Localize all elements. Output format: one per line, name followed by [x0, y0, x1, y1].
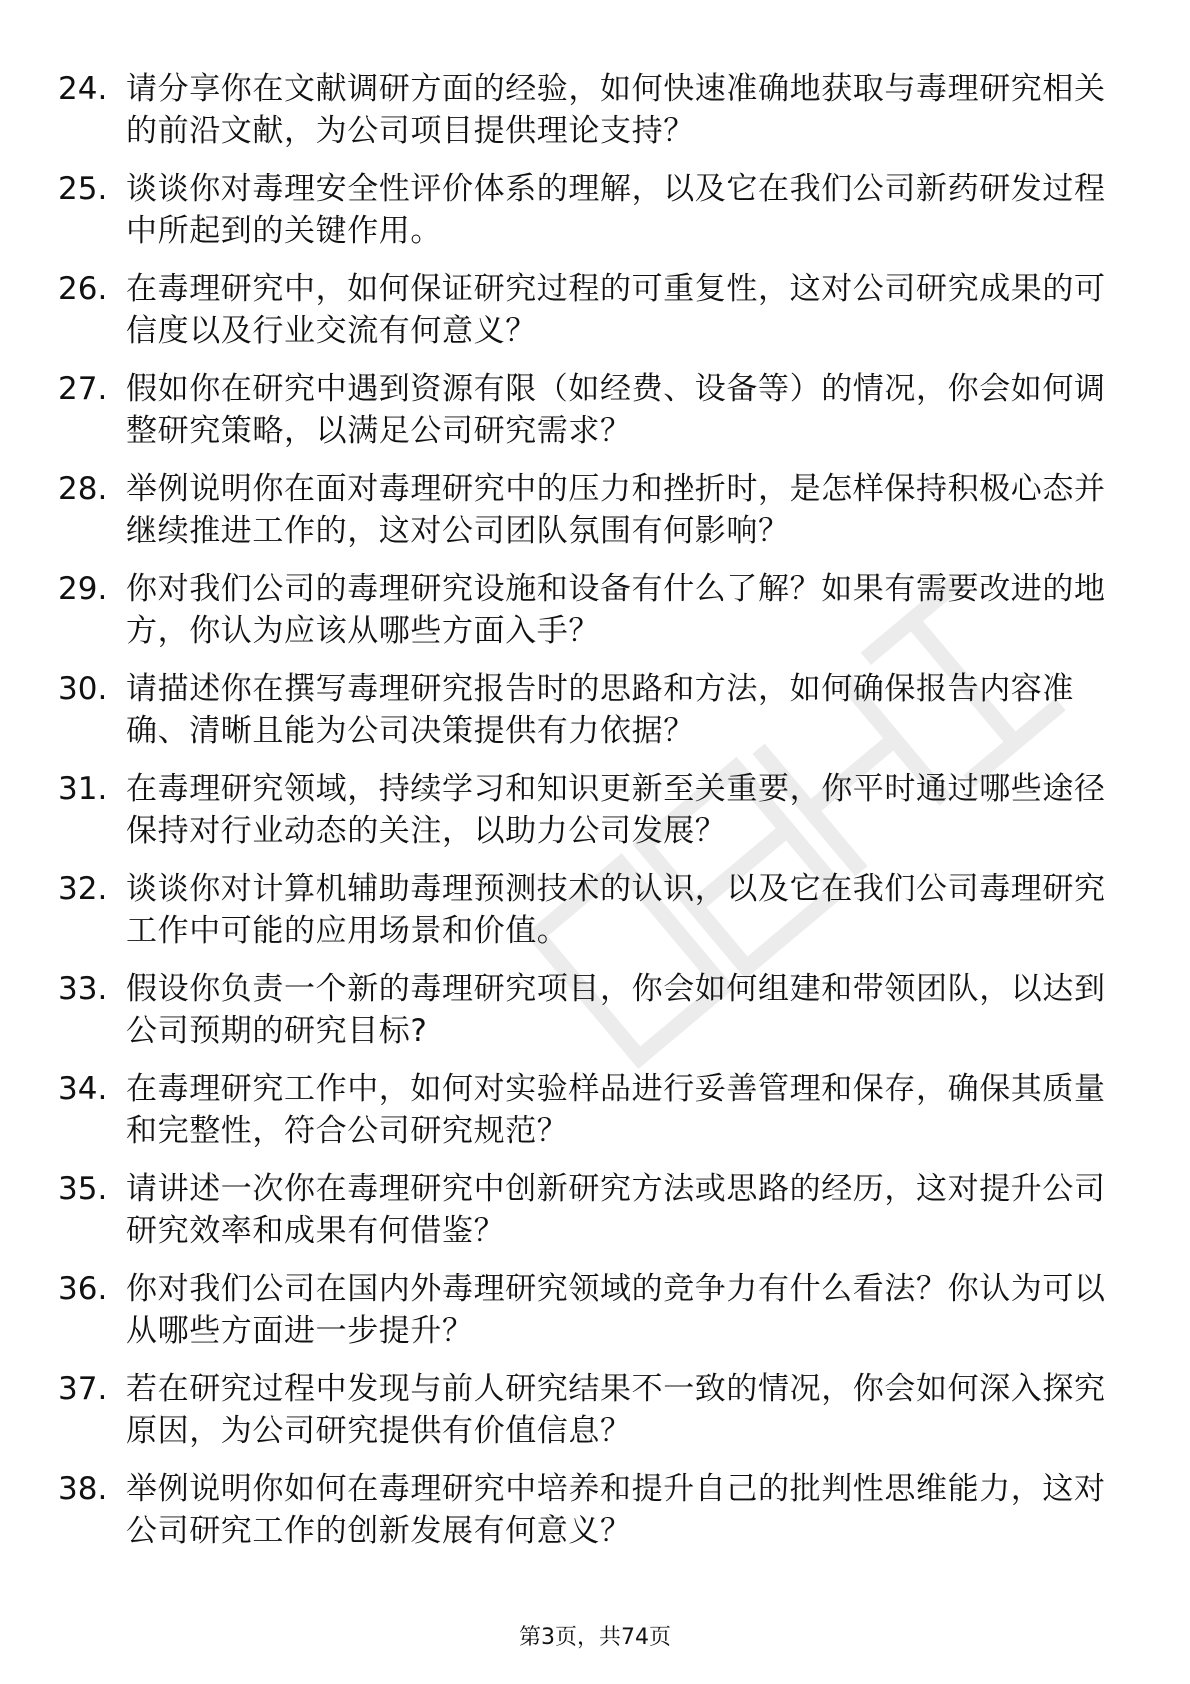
question-text: 你对我们公司在国内外毒理研究领域的竞争力有什么看法？你认为可以从哪些方面进一步提升？ [126, 1271, 1106, 1349]
question-text: 在毒理研究中，如何保证研究过程的可重复性，这对公司研究成果的可信度以及行业交流有何意义？ [126, 271, 1106, 349]
question-text: 假如你在研究中遇到资源有限（如经费、设备等）的情况，你会如何调整研究策略，以满足公司研究需求？ [126, 371, 1106, 449]
question-number: 34. [58, 1071, 108, 1107]
question-number: 30. [58, 671, 108, 707]
question-text: 在毒理研究领域，持续学习和知识更新至关重要，你平时通过哪些途径保持对行业动态的关注，以助力公司发展？ [126, 771, 1106, 849]
list-item [58, 68, 1118, 168]
question-number: 28. [58, 471, 108, 507]
page-number-footer: 第3页，共74页 [519, 1625, 671, 1650]
question-text: 谈谈你对毒理安全性评价体系的理解，以及它在我们公司新药研发过程中所起到的关键作用。 [126, 171, 1106, 249]
question-number: 37. [58, 1371, 108, 1407]
list-item [58, 868, 1118, 968]
list-item [58, 468, 1118, 568]
question-text: 在毒理研究工作中，如何对实验样品进行妥善管理和保存，确保其质量和完整性，符合公司研究规范？ [126, 1071, 1106, 1149]
question-number: 33. [58, 971, 108, 1007]
question-text: 请讲述一次你在毒理研究中创新研究方法或思路的经历，这对提升公司研究效率和成果有何借鉴？ [126, 1171, 1106, 1249]
list-item [58, 768, 1118, 868]
question-text: 举例说明你如何在毒理研究中培养和提升自己的批判性思维能力，这对公司研究工作的创新发展有何意义？ [126, 1471, 1106, 1549]
list-item [58, 1068, 1118, 1168]
question-number: 31. [58, 771, 108, 807]
question-list [58, 68, 1118, 1568]
list-item [58, 1468, 1118, 1568]
question-text: 举例说明你在面对毒理研究中的压力和挫折时，是怎样保持积极心态并继续推进工作的，这对公司团队氛围有何影响？ [126, 471, 1106, 549]
question-text: 请描述你在撰写毒理研究报告时的思路和方法，如何确保报告内容准确、清晰且能为公司决策提供有力依据？ [126, 671, 1074, 749]
question-number: 32. [58, 871, 108, 907]
question-number: 35. [58, 1171, 108, 1207]
list-item [58, 268, 1118, 368]
question-number: 29. [58, 571, 108, 607]
list-item [58, 668, 1118, 768]
list-item [58, 1368, 1118, 1468]
question-text: 谈谈你对计算机辅助毒理预测技术的认识，以及它在我们公司毒理研究工作中可能的应用场景和价值。 [126, 871, 1106, 949]
question-text: 假设你负责一个新的毒理研究项目，你会如何组建和带领团队，以达到公司预期的研究目标? [126, 971, 1106, 1049]
question-text: 若在研究过程中发现与前人研究结果不一致的情况，你会如何深入探究原因，为公司研究提供有价值信息？ [126, 1371, 1106, 1449]
list-item [58, 968, 1118, 1068]
list-item [58, 168, 1118, 268]
question-number: 36. [58, 1271, 108, 1307]
question-number: 24. [58, 71, 108, 107]
list-item [58, 368, 1118, 468]
list-item [58, 1268, 1118, 1368]
question-number: 25. [58, 171, 108, 207]
list-item [58, 1168, 1118, 1268]
question-number: 27. [58, 371, 108, 407]
question-number: 26. [58, 271, 108, 307]
list-item [58, 568, 1118, 668]
question-text: 你对我们公司的毒理研究设施和设备有什么了解？如果有需要改进的地方，你认为应该从哪些方面入手？ [126, 571, 1106, 649]
question-text: 请分享你在文献调研方面的经验，如何快速准确地获取与毒理研究相关的前沿文献，为公司项目提供理论支持？ [126, 71, 1106, 149]
question-number: 38. [58, 1471, 108, 1507]
